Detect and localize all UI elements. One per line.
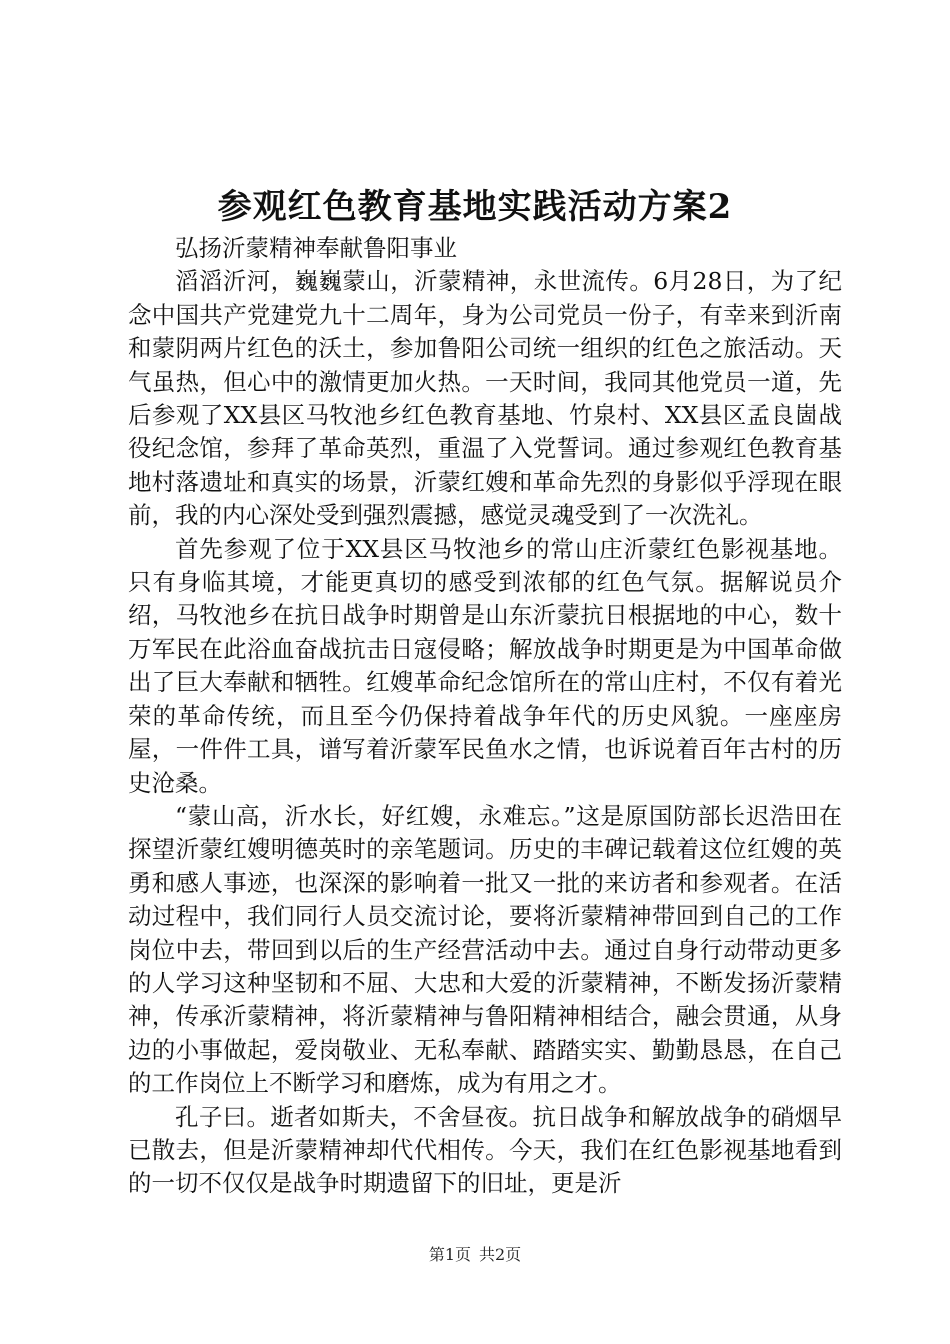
page-total: 共2页 <box>479 1245 522 1264</box>
body-paragraph: “蒙山高，沂水长，好红嫂，永难忘。”这是原国防部长迟浩田在探望沂蒙红嫂明德英时的亲笔题词。历史的丰碑记载着这位红嫂的英勇和感人事迹，也深深的影响着一批又一批的来访者和参观者。在活动过程中，我们同行人员交流讨论，要将沂蒙精神带回到自己的工作岗位中去，带回到以后的生产经营活动中去。通过自身行动带动更多的人学习这种坚韧和不屈、大忠和大爱的沂蒙精神，不断发扬沂蒙精神，传承沂蒙精神，将沂蒙精神与鲁阳精神相结合，融会贯通，从身边的小事做起，爱岗敬业、无私奉献、踏踏实实、勤勤恳恳，在自己的工作岗位上不断学习和磨炼，成为有用之才。 <box>128 801 842 1098</box>
body-paragraph: 孔子曰。逝者如斯夫，不舍昼夜。抗日战争和解放战争的硝烟早已散去，但是沂蒙精神却代代相传。今天，我们在红色影视基地看到的一切不仅仅是战争时期遗留下的旧址，更是沂 <box>128 1102 842 1198</box>
page-footer <box>0 1244 950 1266</box>
document-title: 参观红色教育基地实践活动方案2 <box>217 187 733 227</box>
document-body <box>128 232 842 1201</box>
body-paragraph: 滔滔沂河，巍巍蒙山，沂蒙精神，永世流传。6月28日，为了纪念中国共产党建党九十二周年，身为公司党员一份子，有幸来到沂南和蒙阴两片红色的沃土，参加鲁阳公司统一组织的红色之旅活动。天气虽热，但心中的激情更加火热。一天时间，我同其他党员一道，先后参观了XX县区马牧池乡红色教育基地、竹泉村、XX县区孟良崮战役纪念馆，参拜了革命英烈，重温了入党誓词。通过参观红色教育基地村落遗址和真实的场景，沂蒙红嫂和革命先烈的身影似乎浮现在眼前，我的内心深处受到强烈震撼，感觉灵魂受到了一次洗礼。 <box>128 267 842 530</box>
subtitle-paragraph: 弘扬沂蒙精神奉献鲁阳事业 <box>175 234 457 262</box>
page-number: 第1页 <box>428 1245 471 1264</box>
body-paragraph: 首先参观了位于XX县区马牧池乡的常山庄沂蒙红色影视基地。只有身临其境，才能更真切的感受到浓郁的红色气氛。据解说员介绍，马牧池乡在抗日战争时期曾是山东沂蒙抗日根据地的中心，数十万军民在此浴血奋战抗击日寇侵略；解放战争时期更是为中国革命做出了巨大奉献和牺牲。红嫂革命纪念馆所在的常山庄村，不仅有着光荣的革命传统，而且至今仍保持着战争年代的历史风貌。一座座房屋，一件件工具，谱写着沂蒙军民鱼水之情，也诉说着百年古村的历史沧桑。 <box>128 534 842 797</box>
